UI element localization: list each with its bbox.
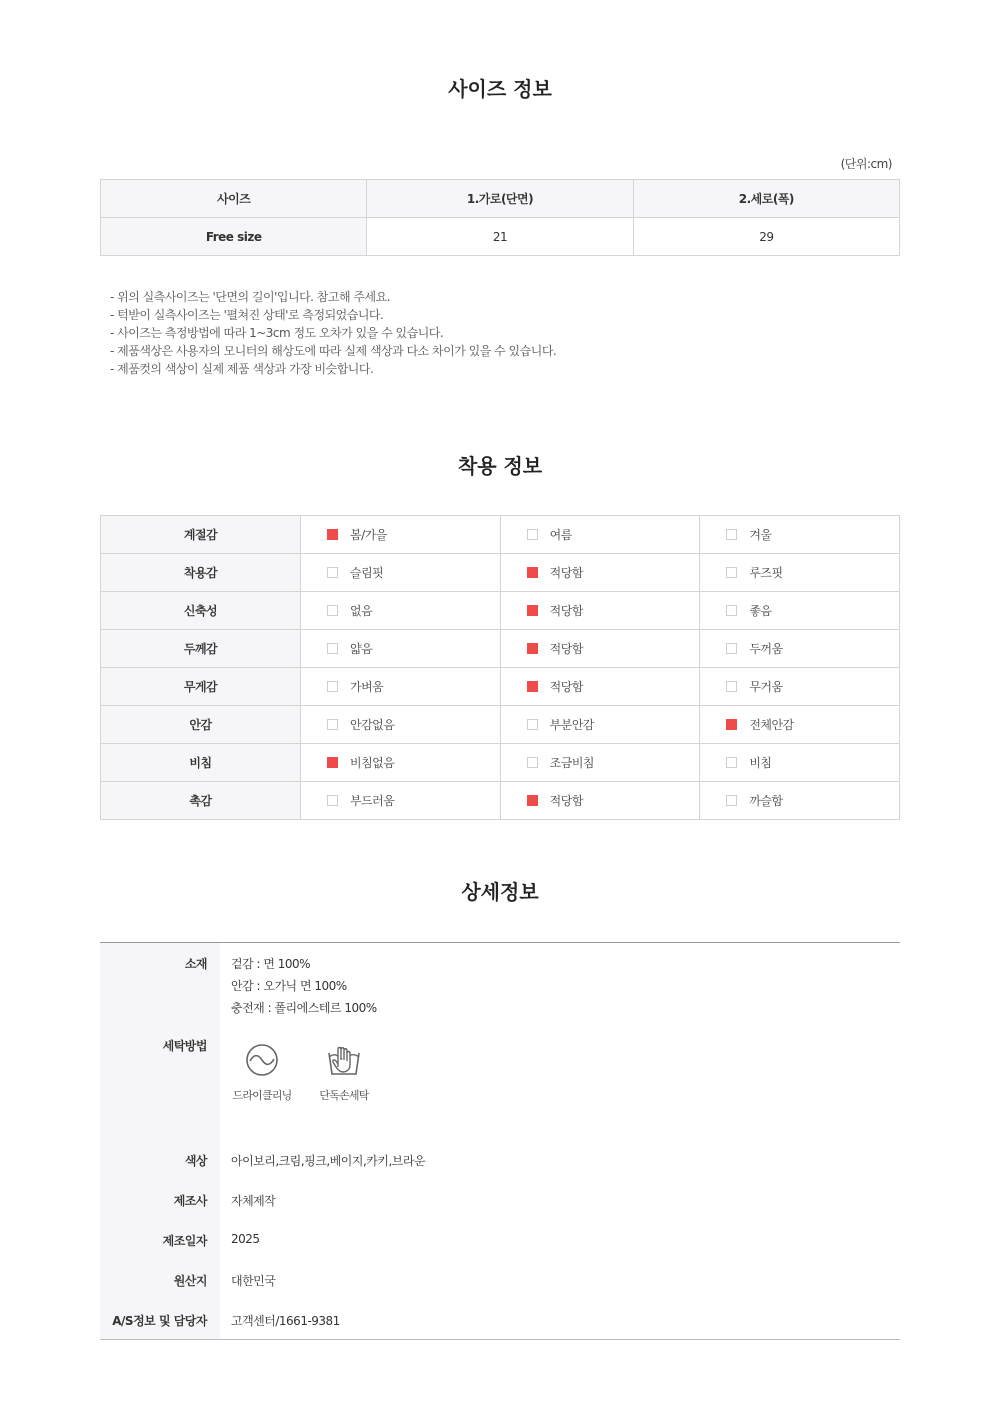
wear-option-label: 두꺼움 — [749, 642, 783, 656]
size-table — [100, 179, 900, 256]
date-value: 2025 — [231, 1232, 260, 1246]
unchecked-box-icon — [726, 567, 737, 578]
wear-row — [101, 706, 900, 744]
wear-option-label: 비침없음 — [350, 756, 395, 770]
wear-option-label: 비침 — [749, 756, 772, 770]
size-unit-label: (단위:cm) — [840, 157, 892, 171]
checked-box-icon — [527, 643, 538, 654]
wear-option-label: 적당함 — [549, 604, 583, 618]
wear-option — [700, 782, 900, 820]
dry-cleaning-icon — [245, 1043, 279, 1077]
material-line: 충전재 : 폴리에스테르 100% — [231, 1001, 377, 1015]
wear-option-label: 전체안감 — [749, 718, 794, 732]
unchecked-box-icon — [527, 529, 538, 540]
maker-label: 제조사 — [173, 1194, 207, 1208]
wear-option-label: 까슬함 — [749, 794, 783, 808]
size-table-header-row — [101, 180, 900, 218]
wear-option — [700, 592, 900, 630]
unchecked-box-icon — [527, 719, 538, 730]
wear-option — [301, 668, 501, 706]
wear-row — [101, 516, 900, 554]
wear-row — [101, 668, 900, 706]
wash-icon-item — [313, 1043, 375, 1103]
maker-value: 자체제작 — [231, 1194, 276, 1208]
size-table-header: 2.세로(폭) — [633, 180, 899, 218]
wear-option-label: 루즈핏 — [749, 566, 783, 580]
wear-row — [101, 782, 900, 820]
wear-option — [301, 706, 501, 744]
wear-option-label: 부드러움 — [350, 794, 395, 808]
size-name-cell: Free size — [101, 218, 367, 256]
detail-table — [100, 942, 900, 1340]
wear-option-label: 무거움 — [749, 680, 783, 694]
wear-option-label: 적당함 — [549, 642, 583, 656]
wear-option — [301, 516, 501, 554]
unchecked-box-icon — [726, 529, 737, 540]
wear-row — [101, 630, 900, 668]
wear-row — [101, 554, 900, 592]
wear-option-label: 적당함 — [549, 680, 583, 694]
size-note: - 제품색상은 사용자의 모니터의 해상도에 따라 실제 색상과 다소 차이가 있을 수 있습니다. — [110, 344, 557, 358]
wear-option-label: 슬림핏 — [350, 566, 384, 580]
wear-option-label: 적당함 — [549, 566, 583, 580]
wear-option — [500, 592, 700, 630]
size-note: - 제품컷의 색상이 실제 제품 색상과 가장 비슷합니다. — [110, 362, 374, 376]
wear-option-label: 겨울 — [749, 528, 772, 542]
wear-table — [100, 515, 900, 820]
checked-box-icon — [527, 795, 538, 806]
unchecked-box-icon — [327, 605, 338, 616]
wear-option — [301, 592, 501, 630]
checked-box-icon — [327, 757, 338, 768]
size-table-header: 사이즈 — [101, 180, 367, 218]
wash-icon-item — [231, 1043, 293, 1103]
size-table-header: 1.가로(단면) — [367, 180, 633, 218]
unchecked-box-icon — [527, 757, 538, 768]
origin-label: 원산지 — [173, 1274, 207, 1288]
wear-row-label: 계절감 — [101, 516, 301, 554]
wear-option — [500, 744, 700, 782]
wear-option-label: 봄/가을 — [350, 528, 387, 542]
unchecked-box-icon — [327, 643, 338, 654]
detail-info-title: 상세정보 — [461, 880, 539, 904]
wear-option-label: 가벼움 — [350, 680, 384, 694]
material-line: 안감 : 오가닉 면 100% — [231, 979, 347, 993]
origin-value: 대한민국 — [231, 1274, 276, 1288]
wear-row-label: 촉감 — [101, 782, 301, 820]
wear-option — [301, 744, 501, 782]
unchecked-box-icon — [726, 605, 737, 616]
as-label: A/S정보 및 담당자 — [112, 1314, 207, 1328]
size-note: - 턱받이 실측사이즈는 '펼쳐진 상태'로 측정되었습니다. — [110, 308, 384, 322]
wear-option-label: 적당함 — [549, 794, 583, 808]
wear-option — [700, 744, 900, 782]
unchecked-box-icon — [327, 681, 338, 692]
size-table-row — [101, 218, 900, 256]
wear-option — [500, 706, 700, 744]
checked-box-icon — [527, 567, 538, 578]
unchecked-box-icon — [327, 567, 338, 578]
wear-option-label: 없음 — [350, 604, 373, 618]
size-height-cell: 29 — [633, 218, 899, 256]
unchecked-box-icon — [327, 795, 338, 806]
size-width-cell: 21 — [367, 218, 633, 256]
wear-option-label: 여름 — [549, 528, 572, 542]
wear-row-label: 무게감 — [101, 668, 301, 706]
wear-option — [500, 516, 700, 554]
wear-option-label: 좋음 — [749, 604, 772, 618]
unchecked-box-icon — [726, 643, 737, 654]
wear-row-label: 두께감 — [101, 630, 301, 668]
size-note: - 사이즈는 측정방법에 따라 1~3cm 정도 오차가 있을 수 있습니다. — [110, 326, 444, 340]
checked-box-icon — [527, 605, 538, 616]
wear-option — [301, 630, 501, 668]
wear-option — [700, 554, 900, 592]
date-label: 제조일자 — [162, 1234, 207, 1248]
wear-option — [500, 782, 700, 820]
wear-option-label: 부분안감 — [549, 718, 595, 732]
wear-option — [700, 668, 900, 706]
material-line: 겉감 : 면 100% — [231, 957, 311, 971]
wear-option — [700, 630, 900, 668]
wear-row — [101, 744, 900, 782]
wear-option — [700, 706, 900, 744]
color-value: 아이보리,크림,핑크,베이지,카키,브라운 — [231, 1154, 426, 1168]
checked-box-icon — [327, 529, 338, 540]
checked-box-icon — [726, 719, 737, 730]
wash-label: 세탁방법 — [162, 1039, 207, 1053]
color-label: 색상 — [184, 1154, 207, 1168]
wear-option — [500, 668, 700, 706]
wear-option — [700, 516, 900, 554]
wear-row-label: 신축성 — [101, 592, 301, 630]
unchecked-box-icon — [726, 681, 737, 692]
wear-row-label: 착용감 — [101, 554, 301, 592]
unchecked-box-icon — [726, 795, 737, 806]
wear-option-label: 안감없음 — [350, 718, 395, 732]
unchecked-box-icon — [726, 757, 737, 768]
wear-option — [301, 554, 501, 592]
material-label: 소재 — [184, 957, 207, 971]
as-value: 고객센터/1661-9381 — [231, 1314, 340, 1328]
wear-option — [500, 630, 700, 668]
wear-info-title: 착용 정보 — [457, 454, 543, 478]
wash-icon-label: 단독손세탁 — [319, 1089, 369, 1102]
size-note: - 위의 실측사이즈는 '단면의 길이'입니다. 참고해 주세요. — [110, 290, 390, 304]
checked-box-icon — [527, 681, 538, 692]
wear-option-label: 얇음 — [350, 642, 373, 656]
wash-icon-label: 드라이클리닝 — [232, 1089, 292, 1102]
wear-row — [101, 592, 900, 630]
unchecked-box-icon — [327, 719, 338, 730]
wear-option-label: 조금비침 — [549, 756, 595, 770]
wear-row-label: 안감 — [101, 706, 301, 744]
wear-option — [500, 554, 700, 592]
hand-wash-icon — [326, 1043, 362, 1077]
size-notes — [110, 288, 556, 378]
size-info-title: 사이즈 정보 — [448, 77, 552, 101]
wear-option — [301, 782, 501, 820]
wash-icons — [231, 1043, 375, 1103]
wear-row-label: 비침 — [101, 744, 301, 782]
